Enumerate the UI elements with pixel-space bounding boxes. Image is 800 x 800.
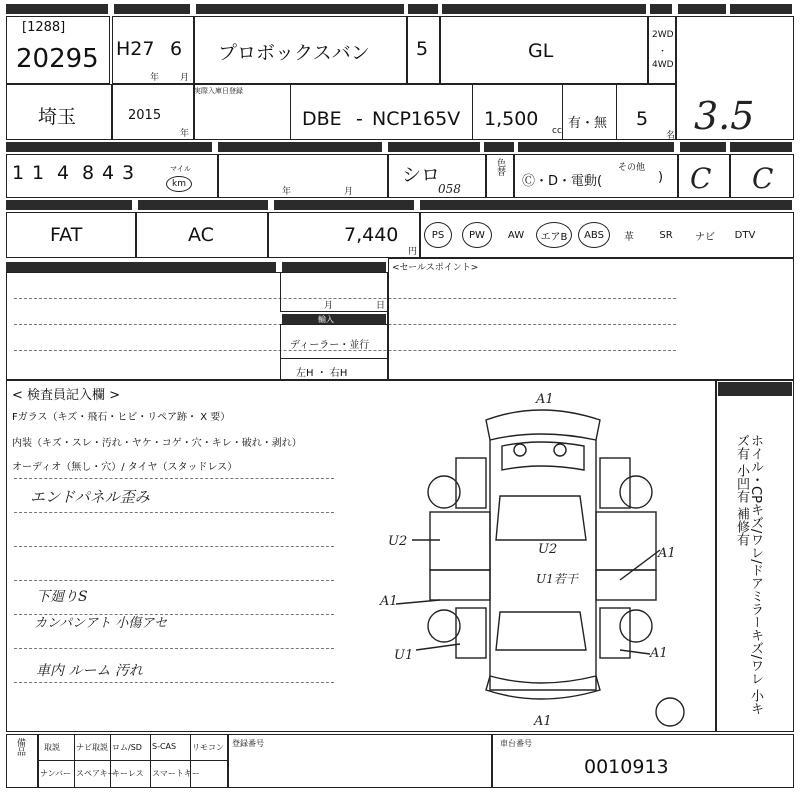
damage-mark: U1若干 [536, 572, 578, 586]
lot-code: [1288] [22, 20, 66, 35]
chassis-number: 0010913 [584, 756, 669, 778]
mirror [514, 444, 526, 456]
option-abs: ABS [578, 222, 610, 248]
model-dash: - [356, 108, 363, 130]
turbo: 有・無 [568, 116, 608, 131]
date-day: 日 [376, 301, 386, 311]
right-front-fender [600, 458, 630, 508]
model-prefix: DBE [302, 108, 342, 130]
divider [150, 734, 151, 788]
month-unit: 月 [180, 73, 190, 83]
left-rear-door [430, 570, 490, 600]
divider [74, 734, 75, 788]
date-month: 月 [324, 301, 334, 311]
equipment-nav: Ⓒ・D・電動( [522, 174, 603, 189]
inspector-line-glass: Fガラス（キズ・飛石・ヒビ・リペア跡・ X 要） [12, 412, 231, 423]
first-reg-unit: 年 [180, 129, 190, 139]
mileage-digit: 1 [11, 162, 25, 184]
callout-line [620, 550, 660, 580]
handle-side: 左H ・ 右H [296, 368, 348, 379]
registration-label: 登録番号 [232, 739, 264, 748]
left-front-wheel [428, 476, 460, 508]
left-front-door [430, 512, 490, 570]
accessory-label: スマートキー [152, 769, 200, 778]
lot-number: 20295 [16, 44, 99, 74]
accessory-label: ロム/SD [112, 743, 142, 752]
handwritten-note: エンドパネル歪み [30, 488, 150, 506]
mileage-digit: 4 [56, 162, 70, 184]
accessory-label: リモコン [192, 743, 224, 752]
damage-mark: A1 [650, 646, 668, 661]
accessory-label: S-CAS [152, 742, 177, 751]
left-front-fender [456, 458, 486, 508]
equipment-close: ) [658, 170, 664, 185]
damage-mark: A1 [534, 714, 552, 729]
color-change-label: 色替 [495, 158, 505, 176]
model-code: NCP165V [372, 108, 461, 130]
handwritten-note: 車内 ルーム 汚れ [36, 663, 143, 679]
model-year: H27 [116, 38, 155, 60]
option-ps: PS [424, 222, 452, 248]
hood [502, 442, 584, 470]
mileage-unit-mile: マイル [170, 165, 191, 173]
cc-unit: cc [552, 126, 562, 136]
mirror [554, 444, 566, 456]
divider [38, 760, 228, 761]
damage-mark: U2 [388, 534, 408, 549]
year-unit: 年 [150, 73, 160, 83]
color-code: 058 [438, 182, 461, 196]
inspector-line-interior: 内装（キズ・スレ・汚れ・ヤケ・コゲ・穴・キレ・破れ・剥れ） [12, 438, 302, 449]
callout-line [396, 600, 440, 604]
right-rear-door [596, 570, 656, 600]
first-reg-year: 2015 [128, 108, 162, 123]
car-body [490, 440, 596, 690]
callout-line [620, 650, 650, 654]
right-front-door [596, 512, 656, 570]
dealer-type: ディーラー・並行 [290, 340, 370, 351]
color: シロ [402, 164, 441, 186]
right-front-wheel [620, 476, 652, 508]
rear-window [496, 612, 586, 650]
callout-line [416, 644, 460, 650]
left-rear-fender [456, 608, 486, 658]
interior-grade: C [690, 162, 712, 195]
option-pw: PW [462, 222, 492, 248]
accessory-label: ナンバー [40, 769, 72, 778]
option-dtv: DTV [734, 229, 756, 241]
aircon: AC [188, 224, 214, 246]
mileage-unit-km: km [166, 176, 192, 192]
front-bumper [486, 410, 600, 440]
doors: 5 [416, 38, 429, 60]
import-label: 輸入 [318, 315, 334, 324]
registration-box [228, 734, 492, 788]
option-leather: 革 [624, 231, 634, 243]
mileage-digit: 1 [31, 162, 45, 184]
accessory-label: キーレス [112, 769, 144, 778]
spare-tire [656, 698, 684, 726]
model-name: プロボックスバン [218, 42, 370, 64]
grade: GL [528, 40, 554, 62]
accessory-label: ナビ取説 [76, 743, 108, 752]
score: 3.5 [694, 94, 755, 138]
damage-mark: A1 [658, 546, 676, 561]
accessory-label: スペアキー [76, 769, 116, 778]
seats-unit: 名 [666, 131, 676, 141]
equipment-other: その他 [618, 163, 646, 173]
first-reg-note: 実際入庫日登録 [194, 87, 243, 95]
drive-dot: ・ [658, 47, 668, 57]
recycle-fee: 7,440 [344, 224, 399, 246]
damage-mark: U1 [394, 648, 414, 663]
inspector-title: < 検査員記入欄 > [12, 388, 121, 403]
option-navi: ナビ [695, 231, 715, 243]
damage-mark: U2 [538, 542, 558, 557]
seats: 5 [636, 108, 649, 130]
divider [110, 734, 111, 788]
right-rear-wheel [620, 610, 652, 642]
displacement: 1,500 [484, 108, 539, 130]
mileage-digit: 8 [81, 162, 95, 184]
mileage-digit: 4 [101, 162, 115, 184]
option-airbag: エアB [536, 222, 572, 248]
accessory-label: 取説 [44, 743, 60, 752]
chassis-label: 車台番号 [500, 739, 532, 748]
option-aw: AW [507, 229, 525, 241]
bottom-left-label: 備品 [15, 738, 25, 756]
handwritten-note: カンパンアト 小傷アセ [34, 616, 168, 631]
sales-point-label: <セールスポイント> [392, 263, 479, 273]
mileage-digit: 3 [121, 162, 135, 184]
shaken-year-unit: 年 [282, 187, 292, 197]
car-outline [396, 410, 684, 726]
damage-mark: A1 [380, 594, 398, 609]
rear-bumper [486, 676, 600, 699]
windshield [496, 496, 586, 540]
location: 埼玉 [38, 106, 77, 128]
handwritten-note: 下廻りS [36, 589, 88, 605]
drive-2wd: 2WD [652, 30, 674, 40]
damage-mark: A1 [536, 392, 554, 407]
model-month: 6 [170, 38, 183, 60]
side-notes: ホイル・CPキズ/ワレ/ドアミラーキズ/ワレ 小キズ有 小凹有 補修有 [734, 434, 763, 716]
drive-4wd: 4WD [652, 60, 674, 70]
inspector-line-audio: オーディオ（無し・穴）/ タイヤ（スタッドレス） [12, 462, 238, 473]
recycle-unit: 円 [408, 247, 418, 257]
left-rear-wheel [428, 610, 460, 642]
transmission: FAT [50, 224, 83, 246]
option-sunroof: SR [659, 229, 673, 241]
exterior-grade: C [752, 162, 774, 195]
divider [190, 734, 191, 788]
shaken-month-unit: 月 [344, 187, 354, 197]
